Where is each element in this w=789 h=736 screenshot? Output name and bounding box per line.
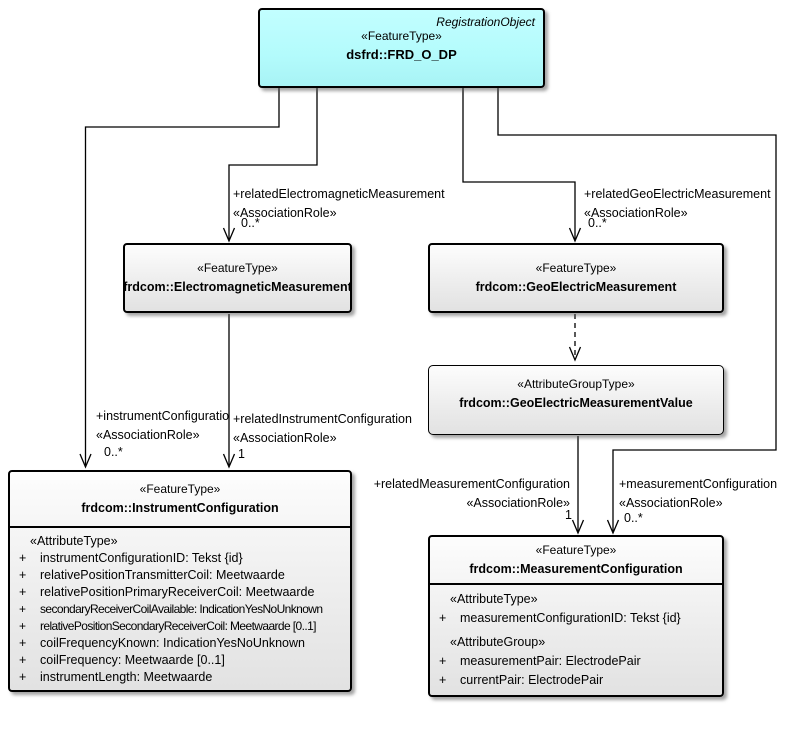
- attribute-row: [10, 567, 350, 584]
- class-name-frd-o-dp: dsfrd::FRD_O_DP: [346, 47, 457, 62]
- attribute-text: instrumentLength: Meetwaarde: [40, 670, 213, 684]
- class-name-electromagnetic-measurement: frdcom::ElectromagneticMeasurement: [123, 280, 352, 294]
- role-stereotype: «AssociationRole»: [584, 205, 688, 220]
- role-stereotype: «AssociationRole»: [619, 495, 723, 510]
- visibility-marker: +: [19, 551, 27, 565]
- role-stereotype: «AssociationRole»: [233, 430, 337, 445]
- visibility-marker: +: [19, 653, 27, 667]
- attribute-text: instrumentConfigurationID: Tekst {id}: [40, 551, 243, 565]
- role-name: +relatedInstrumentConfiguration: [233, 412, 412, 426]
- class-box-measurement-configuration[interactable]: [428, 535, 724, 697]
- assoc-label-measurement-configuration: [619, 475, 777, 512]
- attribute-row: [10, 601, 350, 618]
- attribute-text: secondaryReceiverCoilAvailable: IndicationYesNoUnknown: [40, 602, 323, 616]
- visibility-marker: +: [19, 619, 26, 633]
- class-name-geoelectric-measurement-value: frdcom::GeoElectricMeasurementValue: [459, 396, 693, 410]
- attribute-row: [10, 550, 350, 567]
- registration-object-tagline: RegistrationObject: [436, 15, 535, 29]
- role-name: +measurementConfiguration: [619, 477, 778, 491]
- assoc-line-frd-to-geoelectricmeasurement: [463, 88, 575, 239]
- visibility-marker: +: [19, 602, 26, 616]
- class-box-geoelectric-measurement[interactable]: [428, 243, 724, 313]
- role-stereotype: «AssociationRole»: [466, 495, 570, 510]
- attribute-row: [10, 584, 350, 601]
- class-box-frd-o-dp[interactable]: [258, 8, 545, 88]
- attribute-row: [10, 652, 350, 669]
- class-box-geoelectric-measurement-value[interactable]: [428, 365, 724, 435]
- visibility-marker: +: [19, 568, 27, 582]
- attribute-row: [430, 671, 722, 690]
- visibility-marker: +: [19, 670, 27, 684]
- role-name: +relatedElectromagneticMeasurement: [233, 187, 445, 201]
- multiplicity-instrument-configuration: 0..*: [104, 445, 123, 459]
- visibility-marker: +: [19, 585, 27, 599]
- multiplicity-measurement-configuration: 0..*: [624, 511, 643, 525]
- attribute-row: [430, 652, 722, 671]
- attribute-compartment-measurement-configuration: [430, 583, 722, 690]
- role-stereotype: «AssociationRole»: [96, 427, 200, 442]
- section-header-attributetype: «AttributeType»: [450, 592, 538, 606]
- stereotype-electromagnetic-measurement: «FeatureType»: [197, 261, 278, 275]
- multiplicity-related-geoelectric-measurement: 0..*: [588, 216, 607, 230]
- attribute-compartment-instrument-configuration: [10, 526, 350, 686]
- class-name-geoelectric-measurement: frdcom::GeoElectricMeasurement: [475, 280, 677, 294]
- role-stereotype: «AssociationRole»: [233, 205, 337, 220]
- attribute-row: [10, 635, 350, 652]
- role-name: +relatedGeoElectricMeasurement: [584, 187, 771, 201]
- assoc-label-related-measurement-configuration: [374, 475, 570, 512]
- stereotype-geoelectric-measurement: «FeatureType»: [535, 261, 617, 275]
- section-header-attributetype: «AttributeType»: [30, 534, 118, 548]
- class-name-instrument-configuration: frdcom::InstrumentConfiguration: [81, 501, 279, 515]
- role-name: +relatedMeasurementConfiguration: [373, 477, 570, 491]
- attribute-row: [430, 609, 722, 628]
- visibility-marker: +: [439, 611, 447, 625]
- attribute-text: relativePositionSecondaryReceiverCoil: Meetwaarde [0..1]: [40, 619, 316, 633]
- attribute-row: [10, 618, 350, 635]
- assoc-label-related-geoelectric-measurement: [584, 185, 771, 222]
- attribute-text: currentPair: ElectrodePair: [460, 673, 604, 687]
- attribute-text: measurementConfigurationID: Tekst {id}: [460, 611, 681, 625]
- visibility-marker: +: [439, 654, 447, 668]
- stereotype-frd-o-dp: «FeatureType»: [361, 29, 442, 43]
- attribute-text: relativePositionPrimaryReceiverCoil: Meetwaarde: [40, 585, 315, 599]
- multiplicity-related-electromagnetic-measurement: 0..*: [241, 216, 260, 230]
- visibility-marker: +: [19, 636, 27, 650]
- assoc-label-related-electromagnetic-measurement: [233, 185, 445, 222]
- assoc-label-related-instrument-configuration: [233, 410, 412, 447]
- assoc-label-instrument-configuration: [96, 407, 229, 444]
- stereotype-measurement-configuration: «FeatureType»: [535, 543, 617, 557]
- attribute-row: [10, 669, 350, 686]
- stereotype-geoelectric-measurement-value: «AttributeGroupType»: [517, 377, 635, 391]
- visibility-marker: +: [439, 673, 447, 687]
- class-box-instrument-configuration[interactable]: [8, 470, 352, 692]
- multiplicity-related-measurement-configuration: 1: [565, 508, 572, 522]
- stereotype-instrument-configuration: «FeatureType»: [139, 482, 221, 496]
- section-header-attributegroup: «AttributeGroup»: [450, 635, 546, 649]
- role-name: +instrumentConfiguratio: [96, 409, 230, 423]
- attribute-text: coilFrequency: Meetwaarde [0..1]: [40, 653, 225, 667]
- multiplicity-related-instrument-configuration: 1: [238, 447, 245, 461]
- attribute-text: measurementPair: ElectrodePair: [460, 654, 641, 668]
- class-box-electromagnetic-measurement[interactable]: [123, 243, 352, 313]
- attribute-text: coilFrequencyKnown: IndicationYesNoUnknown: [40, 636, 305, 650]
- class-name-measurement-configuration: frdcom::MeasurementConfiguration: [469, 562, 683, 576]
- attribute-text: relativePositionTransmitterCoil: Meetwaarde: [40, 568, 285, 582]
